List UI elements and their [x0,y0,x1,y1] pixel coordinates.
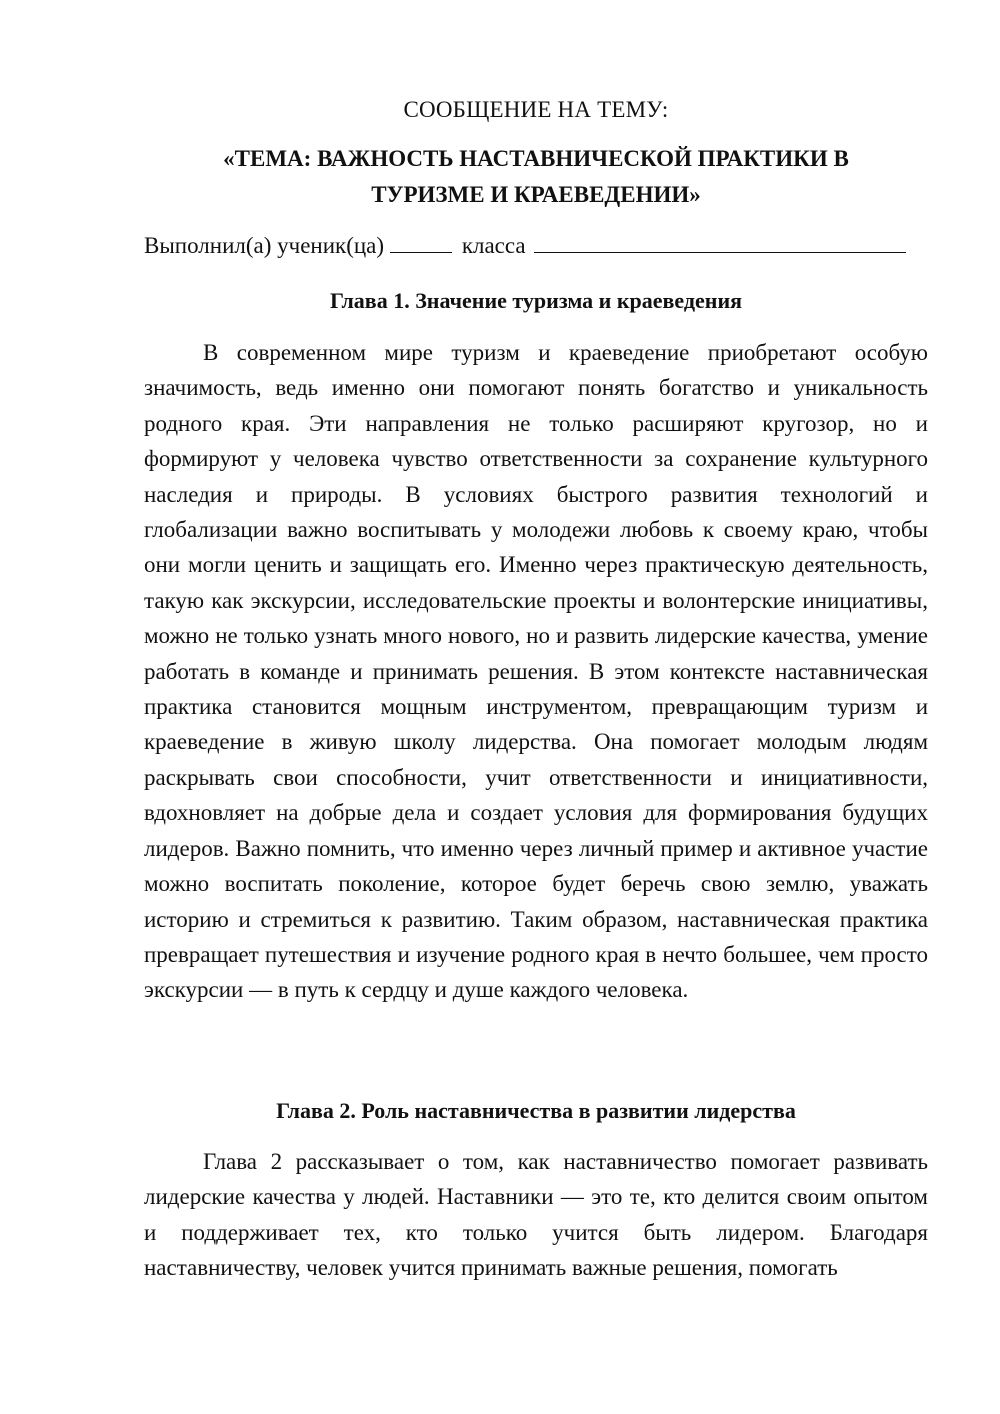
chapter-2-heading: Глава 2. Роль наставничества в развитии лидерства [276,1098,796,1123]
class-label: класса [461,233,526,258]
document-title: «ТЕМА: ВАЖНОСТЬ НАСТАВНИЧЕСКОЙ ПРАКТИКИ В ТУРИЗМЕ И КРАЕВЕДЕНИИ» [223,146,849,207]
author-label: Выполнил(а) ученик(ца) [144,233,385,258]
class-number-blank [390,230,452,253]
author-line [144,230,928,262]
student-name-blank [534,230,906,253]
topic-line: СООБЩЕНИЕ НА ТЕМУ: [403,97,669,122]
chapter-2-paragraph: Глава 2 рассказывает о том, как наставничество помогает развивать лидерские качества у людей. Наставники — это те, кто делится своим опытом и поддерживает тех, кто только учится быть лидером. Благодаря наставничеству, человек учится принимать важные решения, помогать [144,1149,928,1281]
chapter-1-paragraph: В современном мире туризм и краеведение приобретают особую значимость, ведь именно они помогают понять богатство и уникальность родного края. Эти направления не только расширяют кругозор, но и формируют у человека чувство ответственности за сохранение культурного наследия и природы. В условиях быстрого развития технологий и глобализации важно воспитывать у молодежи любовь к своему краю, чтобы они могли ценить и защищать его. Именно через практическую деятельность, такую как экскурсии, исследовательские проекты и волонтерские инициативы, можно не только узнать много нового, но и развить лидерские качества, умение работать в команде и принимать решения. В этом контексте наставническая практика становится мощным инструментом, превращающим туризм и краеведение в живую школу лидерства. Она помогает молодым людям раскрывать свои способности, учит ответственности и инициативности, вдохновляет на добрые дела и создает условия для формирования будущих лидеров. Важно помнить, что именно через личный пример и активное участие можно воспитать поколение, которое будет беречь свою землю, уважать историю и стремиться к развитию. Таким образом, наставническая практика превращает путешествия и изучение родного края в нечто большее, чем просто экскурсии — в путь к сердцу и душе каждого человека. [144,340,928,1003]
chapter-1-heading: Глава 1. Значение туризма и краеведения [329,288,743,313]
